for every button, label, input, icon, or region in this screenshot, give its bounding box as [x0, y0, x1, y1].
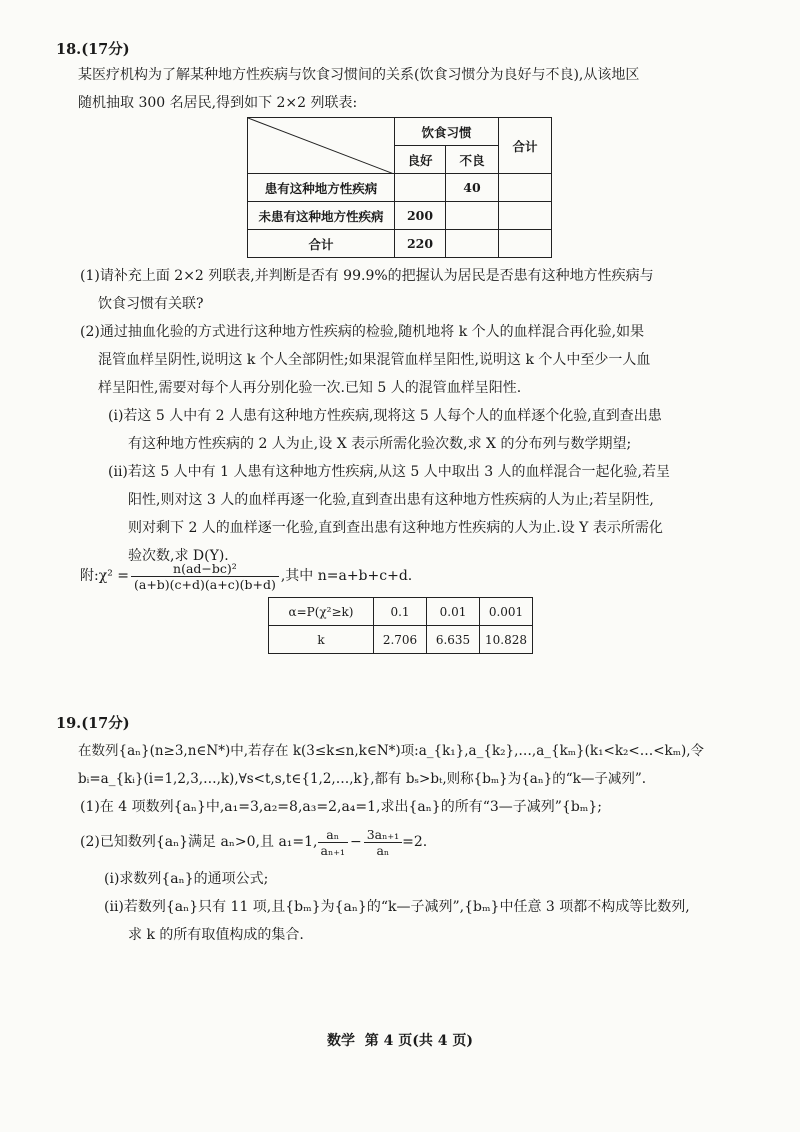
- row2-good: 200: [395, 202, 446, 230]
- q18-part1-line1: (1)请补充上面 2×2 列联表,并判断是否有 99.9%的把握认为居民是否患有这种地方性疾病与: [80, 268, 654, 284]
- q18-part2-line3: 样呈阳性,需要对每个人再分别化验一次.已知 5 人的混管血样呈阳性.: [98, 380, 522, 396]
- fraction-numerator: 3aₙ₊₁: [364, 827, 402, 843]
- fraction-an-over-an1: [318, 827, 348, 858]
- table-row: [269, 598, 533, 626]
- table-row: [269, 626, 533, 654]
- fraction-denominator: aₙ: [376, 842, 390, 858]
- condition-prefix: (2)已知数列{aₙ}满足 aₙ>0,且 a₁=1,: [80, 834, 318, 850]
- k-value: 10.828: [480, 626, 533, 654]
- alpha-value: 0.01: [427, 598, 480, 626]
- q18-header: 18.(17分): [56, 41, 130, 58]
- page-footer: 数学 第 4 页(共 4 页): [327, 1033, 473, 1049]
- q19-line2: bᵢ=a_{kᵢ}(i=1,2,3,…,k),∀s<t,s,t∈{1,2,…,k},都有 bₛ>bₜ,则称{bₘ}为{aₙ}的“k—子减列”.: [78, 771, 647, 787]
- chi-square-formula: [80, 556, 412, 596]
- q18-part2ii-line1: (ii)若这 5 人中有 1 人患有这种地方性疾病,从这 5 人中取出 3 人的血样混合一起化验,若呈: [108, 464, 671, 480]
- k-value: 2.706: [374, 626, 427, 654]
- row1-label: 患有这种地方性疾病: [248, 174, 395, 202]
- k-header: k: [269, 626, 374, 654]
- q19-part2ii-line1: (ii)若数列{aₙ}只有 11 项,且{bₘ}为{aₙ}的“k—子减列”,{bₘ}中任意 3 项都不构成等比数列,: [104, 899, 690, 915]
- q18-intro-line2: 随机抽取 300 名居民,得到如下 2×2 列联表:: [78, 95, 358, 111]
- col-bad-header: 不良: [446, 146, 499, 174]
- row2-label: 未患有这种地方性疾病: [248, 202, 395, 230]
- formula-prefix: 附:χ² =: [80, 568, 129, 584]
- fraction-denominator: aₙ₊₁: [320, 842, 345, 858]
- q19-part1: (1)在 4 项数列{aₙ}中,a₁=3,a₂=8,a₃=2,a₄=1,求出{aₙ}的所有“3—子减列”{bₘ};: [80, 799, 603, 815]
- condition-suffix: =2.: [402, 834, 428, 850]
- alpha-value: 0.1: [374, 598, 427, 626]
- minus-sign: −: [349, 834, 362, 850]
- row2-total: [499, 202, 552, 230]
- alpha-value: 0.001: [480, 598, 533, 626]
- row2-bad: [446, 202, 499, 230]
- formula-denominator: (a+b)(c+d)(a+c)(b+d): [134, 576, 276, 592]
- fraction-numerator: aₙ: [318, 827, 348, 843]
- formula-numerator: n(ad−bc)²: [131, 561, 279, 577]
- q18-part2i-line2: 有这种地方性疾病的 2 人为止,设 X 表示所需化验次数,求 X 的分布列与数学期望;: [128, 436, 632, 452]
- q18-intro-line1: 某医疗机构为了解某种地方性疾病与饮食习惯间的关系(饮食习惯分为良好与不良),从该地区: [78, 67, 640, 83]
- formula-suffix: ,其中 n=a+b+c+d.: [280, 568, 413, 584]
- q19-header: 19.(17分): [56, 715, 130, 732]
- formula-fraction: [131, 561, 279, 592]
- q18-part2ii-line4: 验次数,求 D(Y).: [128, 548, 229, 564]
- critical-value-table: [268, 597, 533, 654]
- q19-part2-condition: [80, 822, 427, 862]
- alpha-header: α=P(χ²≥k): [269, 598, 374, 626]
- table-row: [248, 230, 552, 258]
- k-value: 6.635: [427, 626, 480, 654]
- q18-part1-line2: 饮食习惯有关联?: [98, 296, 204, 312]
- row1-total: [499, 174, 552, 202]
- col-total-header: 合计: [499, 118, 552, 174]
- col-group-header: 饮食习惯: [395, 118, 499, 146]
- q18-part2i-line1: (i)若这 5 人中有 2 人患有这种地方性疾病,现将这 5 人每个人的血样逐个化验,直到查出患: [108, 408, 662, 424]
- q18-part2ii-line3: 则对剩下 2 人的血样逐一化验,直到查出患有这种地方性疾病的人为止.设 Y 表示所需化: [128, 520, 663, 536]
- row3-label: 合计: [248, 230, 395, 258]
- row3-bad: [446, 230, 499, 258]
- table-row: [248, 174, 552, 202]
- q19-line1: 在数列{aₙ}(n≥3,n∈N*)中,若存在 k(3≤k≤n,k∈N*)项:a_{k₁},a_{k₂},…,a_{kₘ}(k₁<k₂<…<kₘ),令: [78, 743, 705, 759]
- q18-part2ii-line2: 阳性,则对这 3 人的血样再逐一化验,直到查出患有这种地方性疾病的人为止;若呈阴性,: [128, 492, 654, 508]
- q19-part2ii-line2: 求 k 的所有取值构成的集合.: [128, 927, 304, 943]
- row1-bad: 40: [446, 174, 499, 202]
- row3-total: [499, 230, 552, 258]
- table-row: [248, 202, 552, 230]
- diagonal-line: [248, 118, 394, 174]
- q18-part2-line1: (2)通过抽血化验的方式进行这种地方性疾病的检验,随机地将 k 个人的血样混合再化验,如果: [80, 324, 645, 340]
- table-diagonal-cell: [248, 118, 395, 174]
- row1-good: [395, 174, 446, 202]
- fraction-3an1-over-an: [364, 827, 402, 858]
- q18-part2-line2: 混管血样呈阴性,说明这 k 个人全部阴性;如果混管血样呈阳性,说明这 k 个人中至少一人血: [98, 352, 651, 368]
- row3-good: 220: [395, 230, 446, 258]
- contingency-table: [247, 117, 552, 258]
- q19-part2i: (i)求数列{aₙ}的通项公式;: [104, 871, 269, 887]
- col-good-header: 良好: [395, 146, 446, 174]
